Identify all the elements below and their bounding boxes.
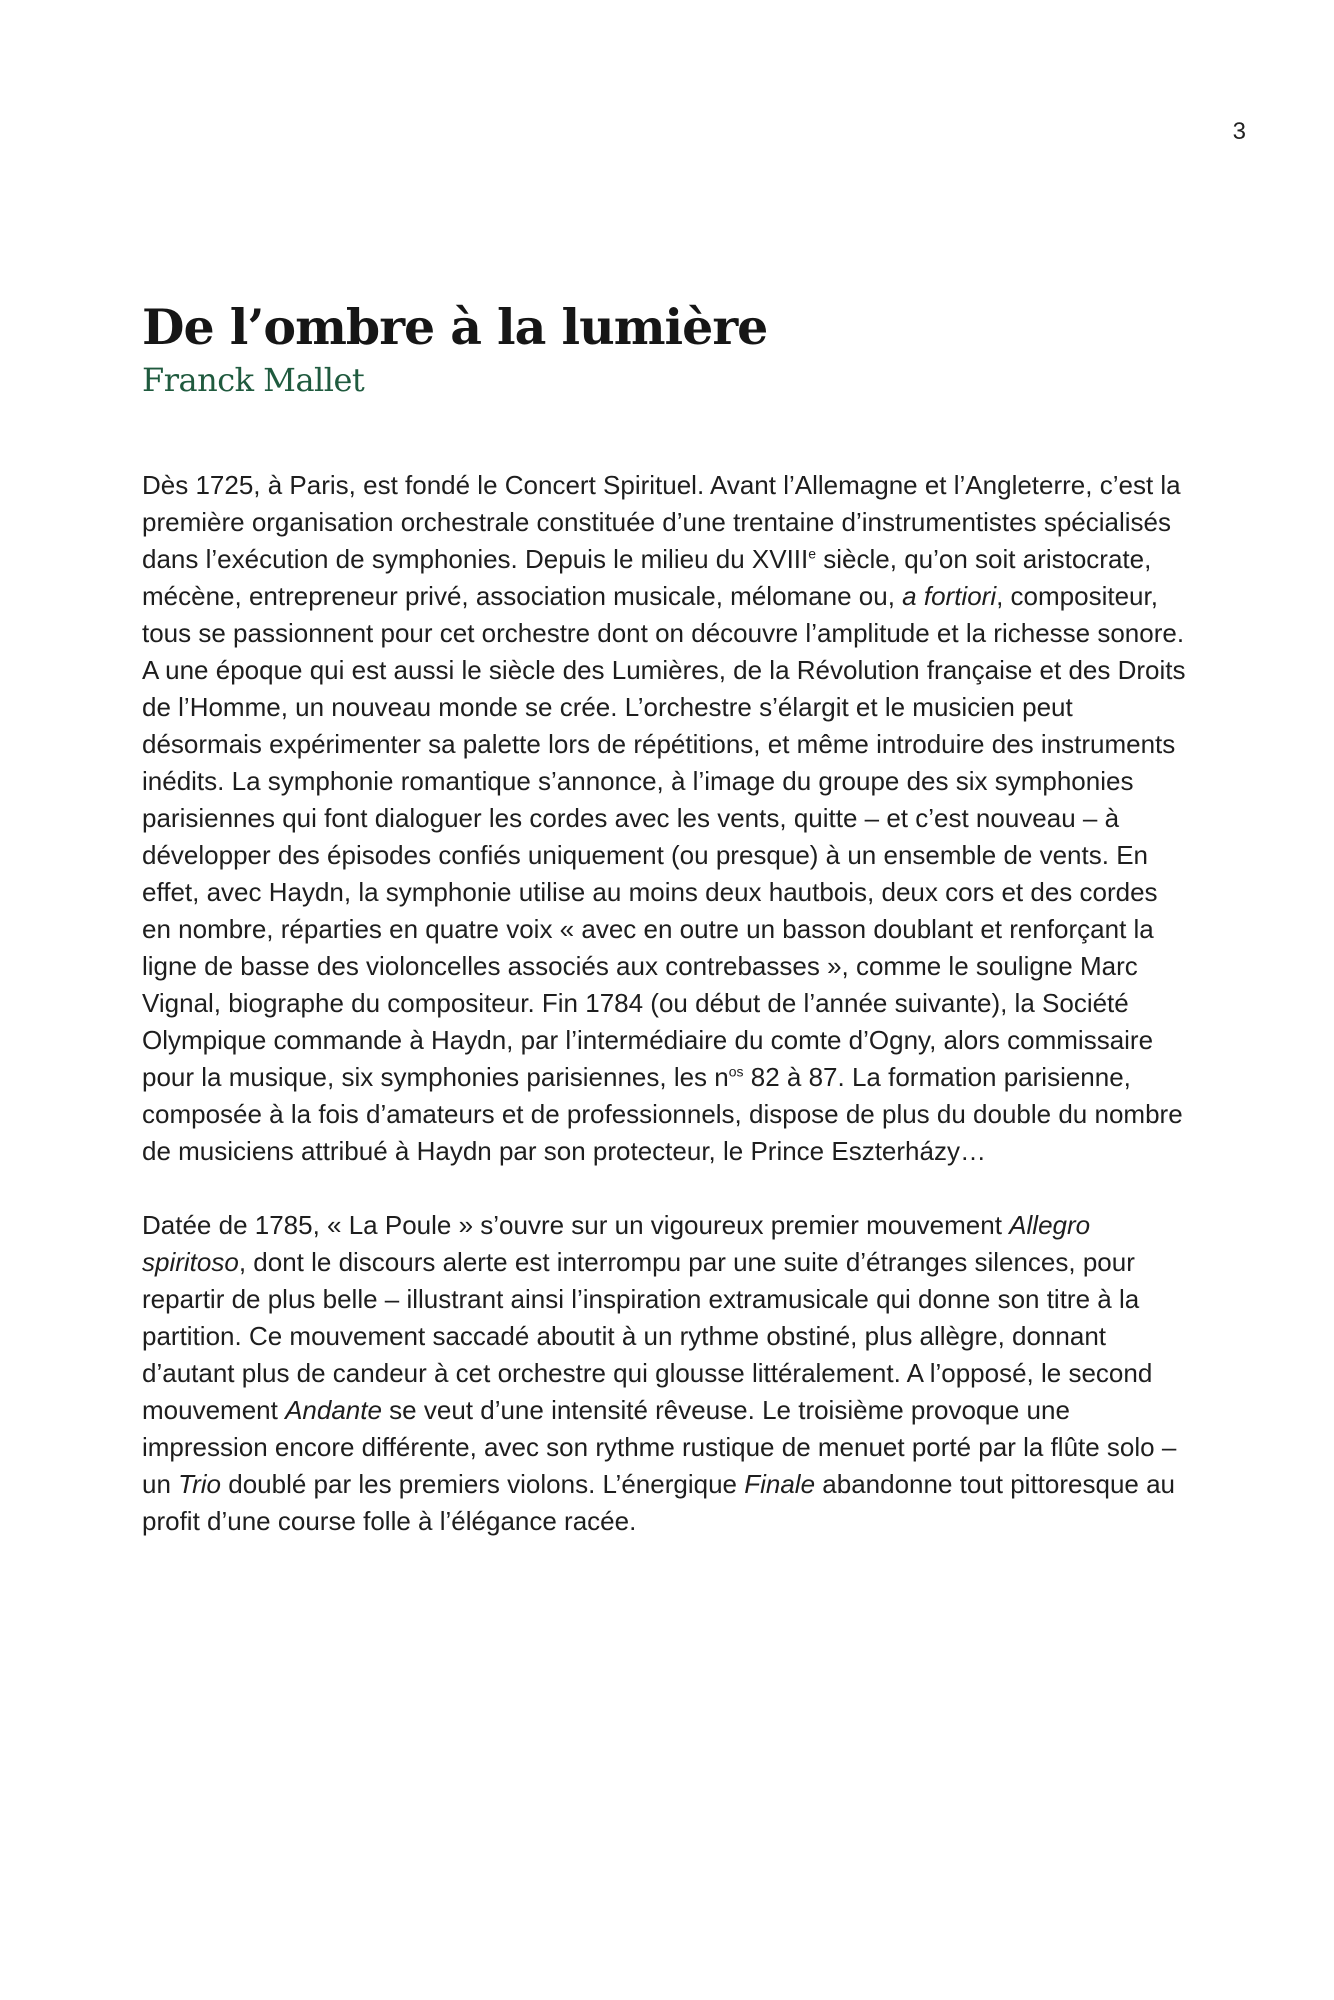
italic-segment: Finale bbox=[744, 1469, 816, 1499]
paragraph bbox=[142, 1207, 1192, 1540]
article-author: Franck Mallet bbox=[142, 361, 365, 399]
text-segment: Datée de 1785, « La Poule » s’ouvre sur un vigoureux premier mouvement bbox=[142, 1210, 1010, 1240]
text-segment: Dès 1725, à Paris, est fondé le Concert Spirituel. Avant l’Allemagne et l’Angleterre, c’est la première organisation orchestrale constituée d’une trentaine d’instrumentistes spécialisés dans l’exécution de symphonies. Depuis le milieu du XVIII bbox=[142, 470, 1181, 574]
paragraph bbox=[142, 467, 1192, 1170]
text-segment: se veut d’une intensité rêveuse. Le troisième provoque une impression encore différente, avec son rythme rustique de menuet porté par la flûte solo – un bbox=[142, 1395, 1177, 1499]
text-segment: doublé par les premiers violons. L’énergique bbox=[221, 1469, 745, 1499]
text-segment: abandonne tout pittoresque au profit d’une course folle à l’élégance racée. bbox=[142, 1469, 1176, 1536]
article-header bbox=[142, 295, 1192, 401]
italic-segment: Andante bbox=[285, 1395, 382, 1425]
article-body bbox=[142, 467, 1192, 1540]
text-segment: 82 à 87. La formation parisienne, composée à la fois d’amateurs et de professionnels, dispose de plus du double du nombre de musiciens attribué à Haydn par son protecteur, le Prince Eszterházy… bbox=[142, 1062, 1183, 1166]
text-segment: , compositeur, tous se passionnent pour cet orchestre dont on découvre l’amplitude et la richesse sonore. A une époque qui est aussi le siècle des Lumières, de la Révolution française et des Droits de l’Homme, un nouveau monde se crée. L’orchestre s’élargit et le musicien peut désormais expérimenter sa palette lors de répétitions, et même introduire des instruments inédits. La symphonie romantique s’annonce, à l’image du groupe des six symphonies parisiennes qui font dialoguer les cordes avec les vents, quitte – et c’est nouveau – à développer des épisodes confiés uniquement (ou presque) à un ensemble de vents. En effet, avec Haydn, la symphonie utilise au moins deux hautbois, deux cors et des cordes en nombre, réparties en quatre voix « avec en outre un basson doublant et renforçant la ligne de basse des violoncelles associés aux contrebasses », comme le souligne Marc Vignal, biographe du compositeur. Fin 1784 (ou début de l’année suivante), la Société Olympique commande à Haydn, par l’intermédiaire du comte d’Ogny, alors commissaire pour la musique, six symphonies parisiennes, les n bbox=[142, 581, 1186, 1092]
italic-segment: a fortiori bbox=[902, 581, 997, 611]
text-segment: , dont le discours alerte est interrompu par une suite d’étranges silences, pour repartir de plus belle – illustrant ainsi l’inspiration extramusicale qui donne son titre à la partition. Ce mouvement saccadé aboutit à un rythme obstiné, plus allègre, donnant d’autant plus de candeur à cet orchestre qui glousse littéralement. A l’opposé, le second mouvement bbox=[142, 1247, 1153, 1425]
italic-segment: Trio bbox=[178, 1469, 222, 1499]
italic-segment: Allegro spiritoso bbox=[142, 1210, 1091, 1277]
superscript-segment: os bbox=[728, 1063, 744, 1080]
article-title: De l’ombre à la lumière bbox=[142, 298, 768, 356]
page-number: 3 bbox=[1232, 118, 1246, 145]
superscript-segment: e bbox=[808, 545, 817, 562]
text-segment: siècle, qu’on soit aristocrate, mécène, entrepreneur privé, association musicale, mélomane ou, bbox=[142, 544, 1152, 611]
